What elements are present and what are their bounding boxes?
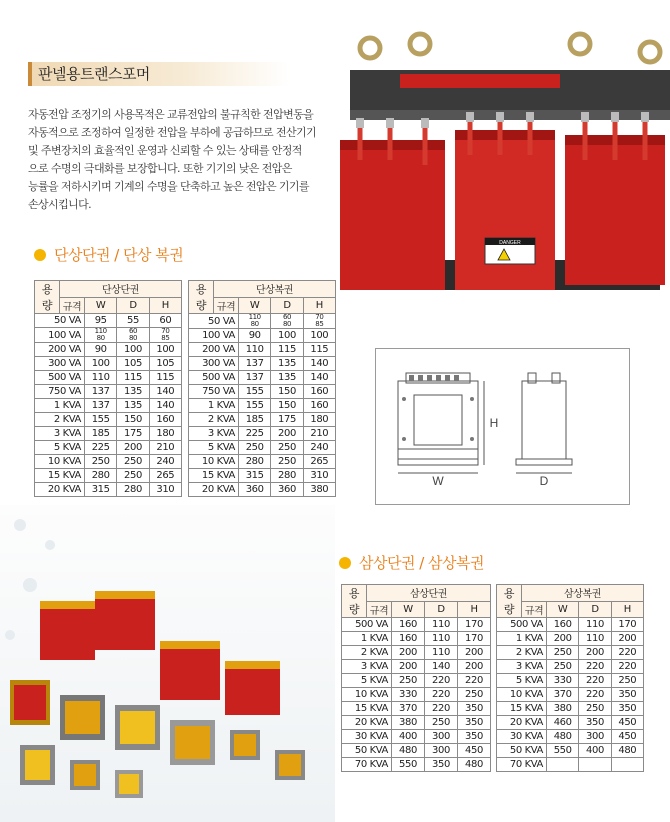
dimension-cell: 160	[303, 385, 335, 399]
dimension-cell: 200	[117, 441, 149, 455]
table-title: 삼상단권	[367, 585, 491, 602]
table-row	[342, 730, 491, 744]
dimension-cell: 170	[611, 618, 643, 632]
assorted-transformers-illustration	[0, 505, 335, 822]
table-row	[35, 357, 182, 371]
dimension-cell: 220	[425, 702, 458, 716]
capacity-cell: 200 VA	[189, 343, 239, 357]
capacity-cell: 3 KVA	[342, 660, 392, 674]
dimension-cell: 160	[392, 618, 425, 632]
dimension-cell: 250	[85, 455, 117, 469]
dimension-drawing	[376, 349, 629, 504]
capacity-cell: 2 KVA	[342, 646, 392, 660]
dimension-cell: 220	[579, 660, 611, 674]
dimension-cell: 70 85	[149, 328, 181, 343]
capacity-cell: 30 KVA	[342, 730, 392, 744]
table-row	[342, 618, 491, 632]
capacity-cell: 3 KVA	[35, 427, 85, 441]
table-row	[497, 716, 644, 730]
capacity-cell: 750 VA	[189, 385, 239, 399]
dimension-cell: 105	[117, 357, 149, 371]
capacity-cell: 20 KVA	[35, 483, 85, 497]
dimension-cell: 110	[579, 632, 611, 646]
dimension-cell: 150	[271, 385, 303, 399]
dimension-cell: 135	[117, 385, 149, 399]
table-row	[35, 427, 182, 441]
table-row	[35, 371, 182, 385]
dimension-cell: 100	[271, 329, 303, 343]
dimension-cell: 110	[425, 632, 458, 646]
capacity-cell: 5 KVA	[35, 441, 85, 455]
dimension-cell: 380	[392, 716, 425, 730]
bullet-dot-icon	[34, 249, 46, 261]
spec-table-three-auto	[341, 584, 491, 772]
capacity-cell: 500 VA	[497, 618, 547, 632]
w-header: W	[392, 601, 425, 618]
page-title-bar	[28, 62, 290, 86]
dimension-cell: 150	[271, 399, 303, 413]
dimension-cell: 250	[611, 674, 643, 688]
dimension-cell: 250	[547, 660, 579, 674]
dimension-cell: 135	[271, 357, 303, 371]
dimension-cell: 400	[392, 730, 425, 744]
dimension-cell: 100	[303, 329, 335, 343]
dimension-cell: 550	[547, 744, 579, 758]
dimension-cell: 90	[239, 329, 271, 343]
dimension-cell: 360	[271, 483, 303, 497]
spec-header: 규격	[367, 601, 392, 618]
capacity-cell: 70 KVA	[497, 758, 547, 772]
dimension-cell: 250	[458, 688, 491, 702]
dimension-cell: 155	[85, 413, 117, 427]
capacity-cell: 1 KVA	[497, 632, 547, 646]
table-row	[342, 758, 491, 772]
dimension-cell	[579, 758, 611, 772]
dimension-cell	[611, 758, 643, 772]
dimension-cell: 200	[271, 427, 303, 441]
capacity-cell: 30 KVA	[497, 730, 547, 744]
table-row	[497, 674, 644, 688]
capacity-cell: 100 VA	[35, 328, 85, 343]
dimension-cell: 240	[149, 455, 181, 469]
dimension-cell: 200	[392, 660, 425, 674]
assorted-transformers-photo	[0, 505, 335, 822]
table-row	[189, 441, 336, 455]
table-row	[497, 632, 644, 646]
intro-line: 및 주변장치의 효율적인 운영과 신뢰할 수 있는 상태를 안정적	[28, 144, 302, 157]
dimension-cell: 225	[85, 441, 117, 455]
dimension-cell: 160	[547, 618, 579, 632]
dimension-cell: 140	[425, 660, 458, 674]
dimension-cell: 265	[149, 469, 181, 483]
danger-label: DANGER	[499, 240, 521, 246]
table-row	[35, 413, 182, 427]
intro-line: 손상시킵니다.	[28, 198, 92, 211]
table-row	[189, 469, 336, 483]
table-row	[342, 674, 491, 688]
dimension-cell	[547, 758, 579, 772]
d-header: D	[425, 601, 458, 618]
dimension-cell: 210	[303, 427, 335, 441]
dimension-cell: 280	[117, 483, 149, 497]
dimension-cell: 155	[239, 385, 271, 399]
dimension-cell: 220	[611, 660, 643, 674]
section-heading-three-phase	[339, 552, 484, 572]
table-row	[35, 469, 182, 483]
dimension-cell: 115	[271, 343, 303, 357]
dimension-cell: 330	[392, 688, 425, 702]
intro-line: 으로 수명의 극대화를 보장합니다. 또한 기기의 낮은 전압은	[28, 162, 292, 175]
dimension-cell: 55	[117, 314, 149, 328]
dimension-cell: 450	[611, 716, 643, 730]
h-header: H	[458, 601, 491, 618]
dimension-cell: 200	[547, 632, 579, 646]
dimension-cell: 460	[547, 716, 579, 730]
table-row	[497, 688, 644, 702]
capacity-cell: 50 KVA	[497, 744, 547, 758]
capacity-cell: 100 VA	[189, 329, 239, 343]
capacity-cell: 10 KVA	[497, 688, 547, 702]
capacity-cell: 10 KVA	[35, 455, 85, 469]
dimension-cell: 350	[425, 758, 458, 772]
dimension-cell: 115	[149, 371, 181, 385]
dimension-cell: 110	[85, 371, 117, 385]
table-row	[342, 702, 491, 716]
table-row	[189, 329, 336, 343]
section-heading-text: 삼상단권 / 삼상복권	[359, 554, 485, 572]
table-row	[497, 646, 644, 660]
dimension-cell: 137	[85, 385, 117, 399]
section-heading-single-phase	[34, 244, 183, 264]
dimension-cell: 350	[611, 702, 643, 716]
dimension-cell: 60	[149, 314, 181, 328]
spec-table-single-double	[188, 280, 336, 497]
dimension-cell: 150	[117, 413, 149, 427]
dimension-cell: 200	[458, 646, 491, 660]
h-header: H	[149, 297, 181, 314]
table-title: 단상복권	[214, 281, 336, 298]
dimension-cell: 115	[117, 371, 149, 385]
capacity-cell: 1 KVA	[189, 399, 239, 413]
dimension-cell: 250	[392, 674, 425, 688]
intro-line: 자동적으로 조정하여 일정한 전압을 부하에 공급하므로 전산기기	[28, 126, 317, 139]
h-header: H	[611, 601, 643, 618]
spec-table-three-double	[496, 584, 644, 772]
table-row	[189, 427, 336, 441]
table-row	[497, 618, 644, 632]
dimension-cell: 310	[303, 469, 335, 483]
dimension-cell: 480	[547, 730, 579, 744]
dimension-cell: 350	[458, 730, 491, 744]
capacity-cell: 3 KVA	[189, 427, 239, 441]
dimension-cell: 110	[425, 646, 458, 660]
dimension-cell: 105	[149, 357, 181, 371]
capacity-cell: 500 VA	[189, 371, 239, 385]
dimension-cell: 280	[239, 455, 271, 469]
dimension-cell: 137	[85, 399, 117, 413]
capacity-cell: 20 KVA	[189, 483, 239, 497]
capacity-cell: 1 KVA	[342, 632, 392, 646]
dimension-cell: 450	[611, 730, 643, 744]
table-row	[35, 328, 182, 343]
capacity-cell: 300 VA	[35, 357, 85, 371]
dimension-cell: 170	[458, 618, 491, 632]
spec-header: 규격	[522, 601, 547, 618]
capacity-cell: 300 VA	[189, 357, 239, 371]
w-header: W	[85, 297, 117, 314]
dimension-cell: 110	[239, 343, 271, 357]
table-title: 삼상복권	[522, 585, 644, 602]
w-header: W	[239, 297, 271, 314]
capacity-cell: 20 KVA	[342, 716, 392, 730]
dimension-cell: 90	[85, 343, 117, 357]
section-heading-text: 단상단권 / 단상 복권	[54, 246, 184, 264]
capacity-cell: 15 KVA	[497, 702, 547, 716]
table-row	[497, 744, 644, 758]
dimension-cell: 240	[303, 441, 335, 455]
table-row	[342, 716, 491, 730]
dimension-cell: 330	[547, 674, 579, 688]
capacity-cell: 5 KVA	[342, 674, 392, 688]
dimension-cell: 480	[458, 758, 491, 772]
dimension-cell: 175	[271, 413, 303, 427]
dimension-cell: 160	[392, 632, 425, 646]
dimension-cell: 115	[303, 343, 335, 357]
table-row	[35, 385, 182, 399]
capacity-cell: 2 KVA	[189, 413, 239, 427]
capacity-cell: 50 KVA	[342, 744, 392, 758]
dimension-cell: 220	[458, 674, 491, 688]
dimension-cell: 480	[392, 744, 425, 758]
table-row	[35, 455, 182, 469]
intro-line: 자동전압 조정기의 사용목적은 교류전압의 불규칙한 전압변동을	[28, 108, 314, 121]
spec-header: 규격	[214, 297, 239, 314]
capacity-cell: 1 KVA	[35, 399, 85, 413]
capacity-cell: 500 VA	[35, 371, 85, 385]
dimension-cell: 250	[425, 716, 458, 730]
dimension-cell: 250	[117, 455, 149, 469]
table-row	[497, 730, 644, 744]
dimension-cell: 160	[303, 399, 335, 413]
capacity-cell: 20 KVA	[497, 716, 547, 730]
dimension-cell: 140	[303, 357, 335, 371]
capacity-cell: 3 KVA	[497, 660, 547, 674]
table-row	[497, 660, 644, 674]
capacity-cell: 2 KVA	[497, 646, 547, 660]
capacity-header: 용량	[497, 585, 522, 618]
dimension-cell: 225	[239, 427, 271, 441]
table-row	[189, 343, 336, 357]
dimension-cell: 137	[239, 357, 271, 371]
capacity-cell: 15 KVA	[342, 702, 392, 716]
capacity-cell: 5 KVA	[189, 441, 239, 455]
dimension-cell: 140	[303, 371, 335, 385]
dimension-cell: 180	[149, 427, 181, 441]
h-header: H	[303, 297, 335, 314]
dimension-cell: 370	[547, 688, 579, 702]
dimension-cell: 137	[239, 371, 271, 385]
capacity-cell: 2 KVA	[35, 413, 85, 427]
dimension-cell: 60 80	[117, 328, 149, 343]
dimension-cell: 400	[579, 744, 611, 758]
dimension-cell: 110	[579, 618, 611, 632]
capacity-cell: 500 VA	[342, 618, 392, 632]
dimension-cell: 200	[392, 646, 425, 660]
bullet-dot-icon	[339, 557, 351, 569]
depth-label: D	[539, 474, 549, 488]
dimension-cell: 175	[117, 427, 149, 441]
page-title: 판넬용트랜스포머	[38, 65, 150, 83]
dimension-cell: 100	[85, 357, 117, 371]
dimension-cell: 185	[239, 413, 271, 427]
dimension-cell: 250	[579, 702, 611, 716]
capacity-header: 용량	[189, 281, 214, 314]
table-row	[35, 314, 182, 328]
table-row	[189, 399, 336, 413]
spec-table-single-auto	[34, 280, 182, 497]
capacity-header: 용량	[35, 281, 60, 314]
dimension-cell: 250	[271, 441, 303, 455]
dimension-cell: 315	[239, 469, 271, 483]
dimension-cell: 280	[85, 469, 117, 483]
capacity-cell: 15 KVA	[35, 469, 85, 483]
dimension-cell: 350	[458, 702, 491, 716]
dimension-cell: 170	[458, 632, 491, 646]
table-row	[342, 646, 491, 660]
capacity-cell: 10 KVA	[342, 688, 392, 702]
table-row	[189, 357, 336, 371]
dimension-cell: 200	[611, 632, 643, 646]
dimension-cell: 220	[425, 674, 458, 688]
capacity-cell: 750 VA	[35, 385, 85, 399]
dimension-cell: 110 80	[239, 314, 271, 329]
dimension-cell: 350	[458, 716, 491, 730]
dimension-cell: 110	[425, 618, 458, 632]
dimension-cell: 310	[149, 483, 181, 497]
capacity-cell: 5 KVA	[497, 674, 547, 688]
intro-paragraph	[28, 106, 328, 214]
dimension-cell: 60 80	[271, 314, 303, 329]
table-row	[342, 632, 491, 646]
large-transformer-illustration	[330, 30, 670, 310]
dimension-cell: 135	[271, 371, 303, 385]
d-header: D	[117, 297, 149, 314]
dimension-cell: 140	[149, 385, 181, 399]
table-row	[35, 343, 182, 357]
capacity-cell: 50 VA	[35, 314, 85, 328]
dimension-cell: 200	[458, 660, 491, 674]
dimension-cell: 200	[579, 646, 611, 660]
capacity-cell: 200 VA	[35, 343, 85, 357]
table-row	[35, 441, 182, 455]
dimension-cell: 100	[149, 343, 181, 357]
capacity-cell: 10 KVA	[189, 455, 239, 469]
dimension-cell: 280	[271, 469, 303, 483]
dimension-cell: 300	[425, 730, 458, 744]
dimension-cell: 140	[149, 399, 181, 413]
table-row	[497, 702, 644, 716]
spec-header: 규격	[60, 297, 85, 314]
table-row	[497, 758, 644, 772]
dimension-cell: 315	[85, 483, 117, 497]
table-title: 단상단권	[60, 281, 182, 298]
dimension-diagram	[375, 348, 630, 505]
dimension-cell: 100	[117, 343, 149, 357]
dimension-cell: 70 85	[303, 314, 335, 329]
dimension-cell: 250	[117, 469, 149, 483]
table-row	[189, 385, 336, 399]
dimension-cell: 220	[579, 688, 611, 702]
dimension-cell: 185	[85, 427, 117, 441]
table-row	[189, 314, 336, 329]
capacity-cell: 50 VA	[189, 314, 239, 329]
dimension-cell: 250	[547, 646, 579, 660]
dimension-cell: 220	[611, 646, 643, 660]
width-label: W	[432, 474, 444, 488]
dimension-cell: 350	[611, 688, 643, 702]
dimension-cell: 300	[425, 744, 458, 758]
capacity-cell: 15 KVA	[189, 469, 239, 483]
table-row	[35, 399, 182, 413]
table-row	[189, 483, 336, 497]
dimension-cell: 380	[303, 483, 335, 497]
w-header: W	[547, 601, 579, 618]
table-row	[189, 455, 336, 469]
dimension-cell: 95	[85, 314, 117, 328]
dimension-cell: 250	[271, 455, 303, 469]
dimension-cell: 110 80	[85, 328, 117, 343]
dimension-cell: 220	[425, 688, 458, 702]
table-row	[35, 483, 182, 497]
dimension-cell: 135	[117, 399, 149, 413]
table-row	[189, 413, 336, 427]
dimension-cell: 370	[392, 702, 425, 716]
dimension-cell: 180	[303, 413, 335, 427]
dimension-cell: 250	[239, 441, 271, 455]
dimension-cell: 550	[392, 758, 425, 772]
dimension-cell: 350	[579, 716, 611, 730]
dimension-cell: 300	[579, 730, 611, 744]
capacity-cell: 70 KVA	[342, 758, 392, 772]
dimension-cell: 220	[579, 674, 611, 688]
table-row	[342, 688, 491, 702]
height-label: H	[489, 416, 499, 430]
d-header: D	[579, 601, 611, 618]
dimension-cell: 360	[239, 483, 271, 497]
intro-line: 능률을 저하시키며 기계의 수명을 단축하고 높은 전압은 기기를	[28, 180, 309, 193]
table-row	[342, 660, 491, 674]
table-row	[189, 371, 336, 385]
table-row	[342, 744, 491, 758]
d-header: D	[271, 297, 303, 314]
dimension-cell: 210	[149, 441, 181, 455]
dimension-cell: 480	[611, 744, 643, 758]
large-transformer-photo	[330, 30, 670, 310]
dimension-cell: 380	[547, 702, 579, 716]
dimension-cell: 155	[239, 399, 271, 413]
dimension-cell: 265	[303, 455, 335, 469]
capacity-header: 용량	[342, 585, 367, 618]
dimension-cell: 450	[458, 744, 491, 758]
dimension-cell: 160	[149, 413, 181, 427]
